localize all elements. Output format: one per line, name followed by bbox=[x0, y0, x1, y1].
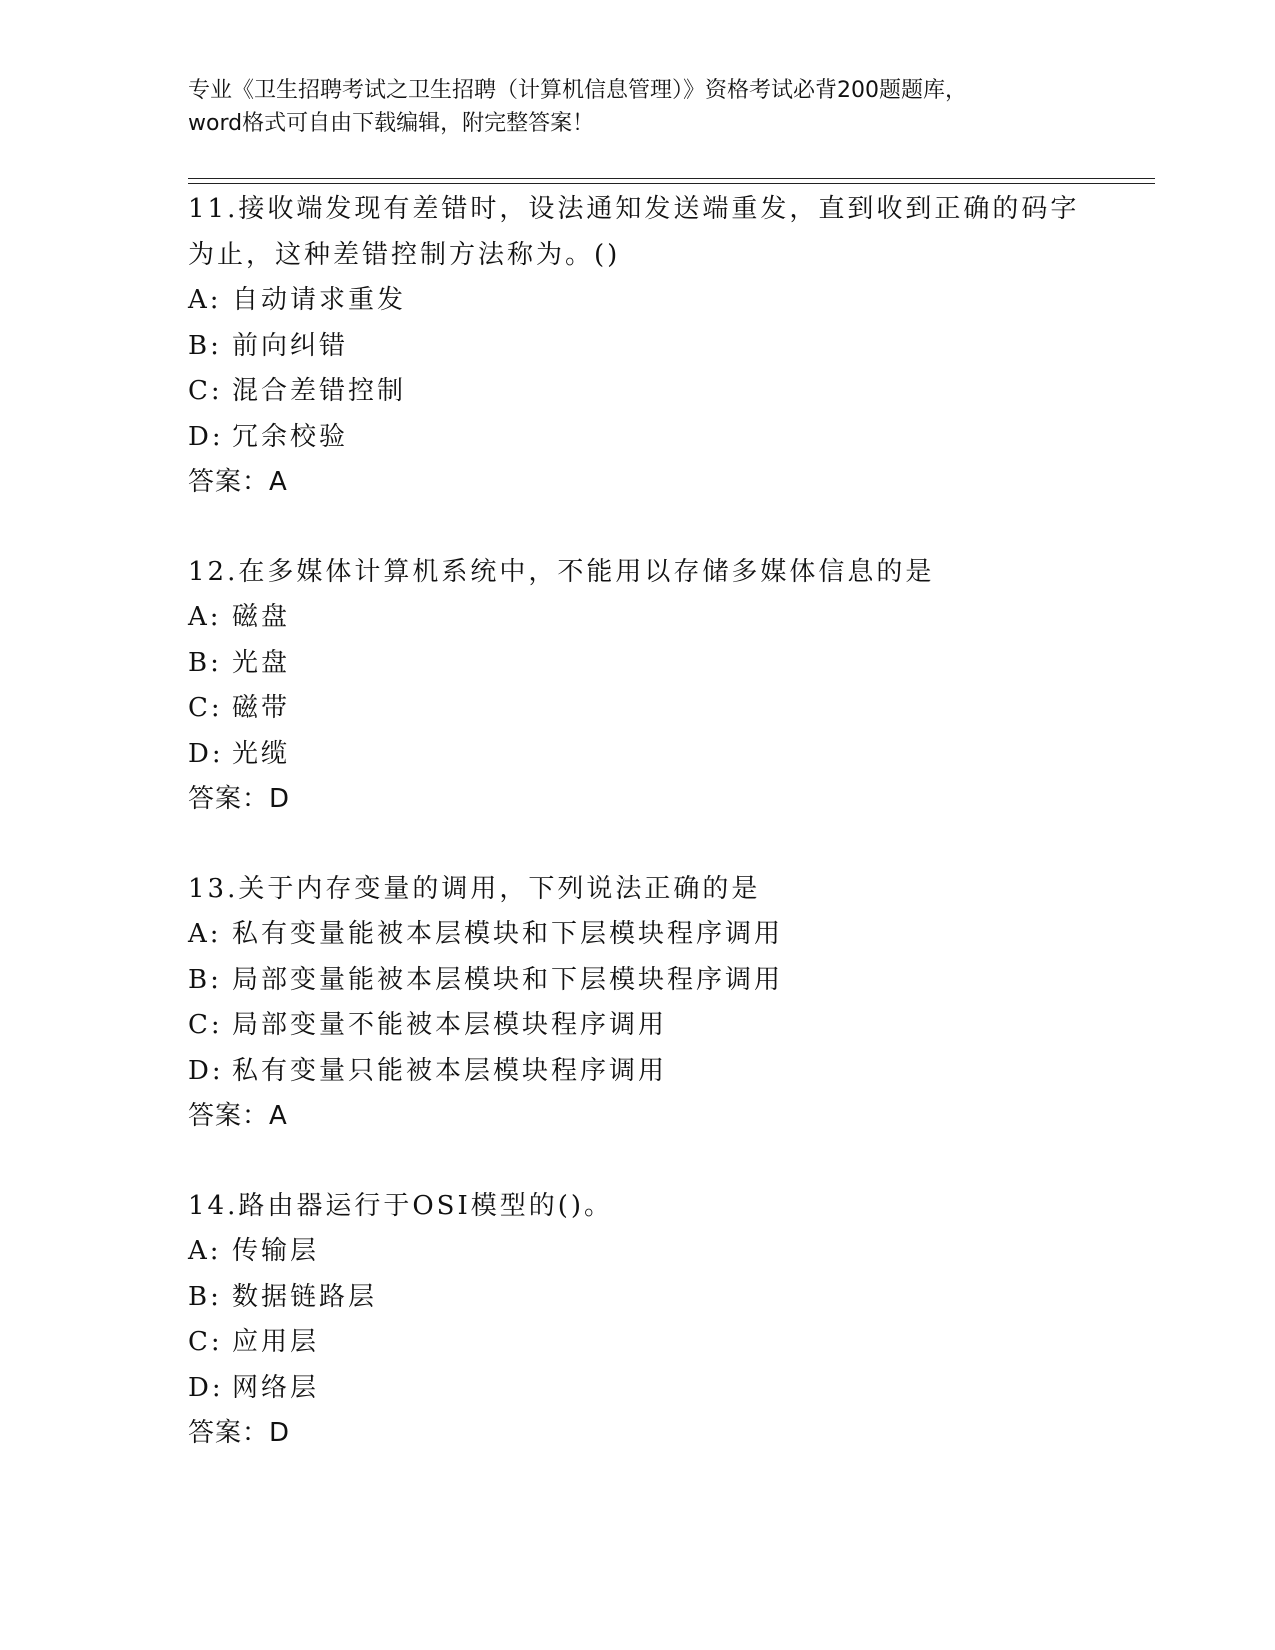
question-14 bbox=[188, 1184, 1148, 1457]
option-a bbox=[188, 1229, 1148, 1275]
option-d bbox=[188, 1366, 1148, 1412]
option-key: A: bbox=[188, 285, 222, 315]
option-c bbox=[188, 686, 1148, 732]
question-text: 14.路由器运行于OSI模型的()。 bbox=[188, 1190, 614, 1221]
option-d bbox=[188, 415, 1148, 461]
option-key: B: bbox=[188, 964, 222, 995]
option-text: 自动请求重发 bbox=[232, 285, 407, 315]
header-divider-bottom bbox=[188, 183, 1155, 184]
answer: 答案：A bbox=[188, 1101, 288, 1131]
document-header bbox=[188, 74, 1088, 140]
option-key: B: bbox=[188, 647, 222, 678]
option-text: 传输层 bbox=[232, 1236, 320, 1266]
option-b bbox=[188, 958, 1148, 1004]
header-line-1: 专业《卫生招聘考试之卫生招聘（计算机信息管理）》资格考试必背200题题库， bbox=[188, 78, 967, 103]
option-text: 私有变量能被本层模块和下层模块程序调用 bbox=[232, 919, 784, 949]
question-13 bbox=[188, 867, 1148, 1140]
option-c bbox=[188, 369, 1148, 415]
option-key: A: bbox=[188, 919, 222, 949]
option-text: 磁盘 bbox=[232, 602, 291, 632]
option-b bbox=[188, 324, 1148, 370]
header-divider-top bbox=[188, 178, 1155, 179]
option-text: 前向纠错 bbox=[232, 330, 349, 361]
option-text: 混合差错控制 bbox=[232, 376, 407, 406]
option-key: B: bbox=[188, 330, 222, 361]
option-c bbox=[188, 1320, 1148, 1366]
question-text: 12.在多媒体计算机系统中，不能用以存储多媒体信息的是 bbox=[188, 556, 935, 587]
option-text: 网络层 bbox=[232, 1372, 320, 1403]
option-key: C: bbox=[188, 693, 223, 723]
question-list bbox=[188, 187, 1148, 1501]
option-d bbox=[188, 1049, 1148, 1095]
option-text: 磁带 bbox=[232, 693, 291, 723]
option-key: B: bbox=[188, 1281, 222, 1312]
option-key: C: bbox=[188, 1327, 223, 1357]
option-text: 局部变量能被本层模块和下层模块程序调用 bbox=[232, 964, 784, 995]
option-c bbox=[188, 1003, 1148, 1049]
option-a bbox=[188, 595, 1148, 641]
header-line-2: word格式可自由下载编辑，附完整答案！ bbox=[188, 111, 595, 136]
option-text: 应用层 bbox=[232, 1327, 320, 1357]
option-key: D: bbox=[188, 421, 224, 452]
option-text: 光盘 bbox=[232, 647, 291, 678]
option-key: D: bbox=[188, 1372, 224, 1403]
option-a bbox=[188, 912, 1148, 958]
option-a bbox=[188, 278, 1148, 324]
answer: 答案：D bbox=[188, 1418, 291, 1448]
answer: 答案：D bbox=[188, 784, 291, 814]
option-text: 数据链路层 bbox=[232, 1281, 378, 1312]
option-key: A: bbox=[188, 1236, 222, 1266]
option-key: A: bbox=[188, 602, 222, 632]
option-key: D: bbox=[188, 738, 224, 769]
question-text: 11.接收端发现有差错时，设法通知发送端重发，直到收到正确的码字为止，这种差错控制方法称为。() bbox=[188, 194, 1080, 270]
option-key: D: bbox=[188, 1055, 224, 1086]
option-d bbox=[188, 732, 1148, 778]
option-text: 私有变量只能被本层模块程序调用 bbox=[232, 1055, 668, 1086]
option-b bbox=[188, 1275, 1148, 1321]
option-text: 局部变量不能被本层模块程序调用 bbox=[232, 1010, 668, 1040]
question-11 bbox=[188, 187, 1148, 506]
option-text: 冗余校验 bbox=[232, 421, 349, 452]
option-key: C: bbox=[188, 1010, 223, 1040]
option-key: C: bbox=[188, 376, 223, 406]
answer: 答案：A bbox=[188, 467, 288, 497]
option-b bbox=[188, 641, 1148, 687]
option-text: 光缆 bbox=[232, 738, 291, 769]
question-12 bbox=[188, 550, 1148, 823]
question-text: 13.关于内存变量的调用，下列说法正确的是 bbox=[188, 873, 761, 904]
